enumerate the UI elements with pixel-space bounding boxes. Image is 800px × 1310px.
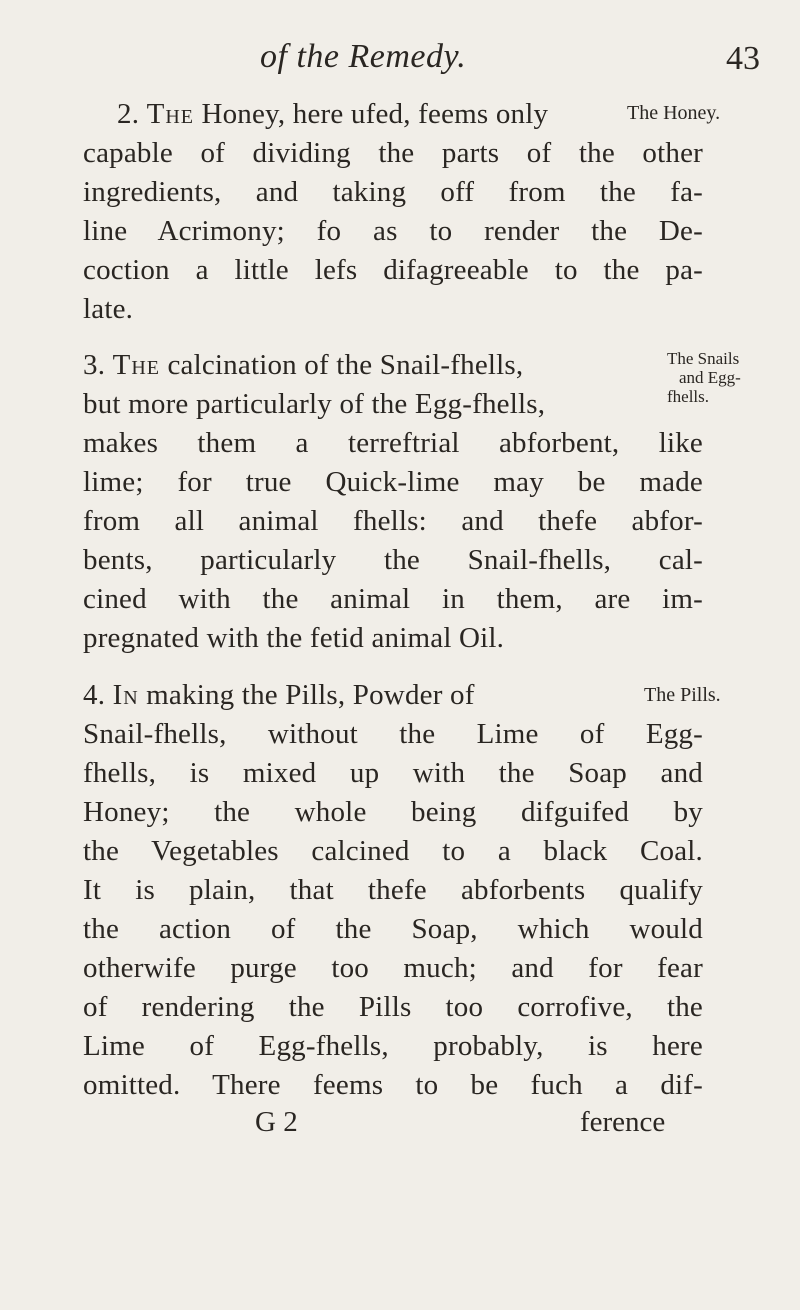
margin-note-honey: The Honey. bbox=[627, 102, 721, 124]
text-line: ingredients, and taking off from the fa- bbox=[83, 176, 703, 208]
text-line: Lime of Egg-fhells, probably, is here bbox=[83, 1030, 703, 1062]
paragraph-2-first-line bbox=[117, 96, 548, 132]
text-line: late. bbox=[83, 293, 134, 325]
running-title: of the Remedy. bbox=[260, 38, 467, 75]
text-line: the action of the Soap, which would bbox=[83, 913, 703, 945]
paragraph-first-line-text: Honey, here ufed, feems only bbox=[201, 98, 549, 130]
paragraph-lead-word: The bbox=[146, 98, 194, 130]
paragraph-number: 3. bbox=[83, 349, 106, 381]
text-line: cined with the animal in them, are im- bbox=[83, 583, 703, 615]
paragraph-number: 4. bbox=[83, 679, 106, 711]
margin-note-snails-line-2: and Egg- bbox=[679, 368, 741, 387]
margin-note-snails-line-3: fhells. bbox=[667, 387, 710, 406]
signature-mark: G 2 bbox=[255, 1106, 298, 1138]
text-line: omitted. There feems to be fuch a dif- bbox=[83, 1069, 703, 1101]
text-line: Honey; the whole being difguifed by bbox=[83, 796, 703, 828]
text-line: from all animal fhells: and thefe abfor- bbox=[83, 505, 703, 537]
text-line: line Acrimony; fo as to render the De- bbox=[83, 215, 703, 247]
text-line: but more particularly of the Egg-fhells, bbox=[83, 388, 546, 420]
text-line: fhells, is mixed up with the Soap and bbox=[83, 757, 703, 789]
paragraph-4-first-line bbox=[83, 677, 475, 713]
paragraph-first-line-text: calcination of the Snail-fhells, bbox=[167, 349, 524, 381]
text-line: the Vegetables calcined to a black Coal. bbox=[83, 835, 703, 867]
text-line: of rendering the Pills too corrofive, the bbox=[83, 991, 703, 1023]
text-line: Snail-fhells, without the Lime of Egg- bbox=[83, 718, 703, 750]
text-line: lime; for true Quick-lime may be made bbox=[83, 466, 703, 498]
paragraph-first-line-text: making the Pills, Powder of bbox=[146, 679, 475, 711]
paragraph-lead-word: In bbox=[112, 679, 139, 711]
margin-note-pills: The Pills. bbox=[644, 684, 721, 706]
text-line: capable of dividing the parts of the other bbox=[83, 137, 703, 169]
text-line: bents, particularly the Snail-fhells, cal- bbox=[83, 544, 703, 576]
paragraph-number: 2. bbox=[117, 98, 140, 130]
text-line: pregnated with the fetid animal Oil. bbox=[83, 622, 505, 654]
catchword: ference bbox=[580, 1106, 666, 1138]
paragraph-lead-word: The bbox=[112, 349, 160, 381]
margin-note-snails-line-1: The Snails bbox=[667, 349, 740, 368]
text-line: otherwife purge too much; and for fear bbox=[83, 952, 703, 984]
page-number: 43 bbox=[726, 40, 760, 77]
paragraph-3-first-line bbox=[83, 347, 523, 383]
text-line: It is plain, that thefe abforbents qualify bbox=[83, 874, 703, 906]
text-line: coction a little lefs difagreeable to the pa- bbox=[83, 254, 703, 286]
text-line: makes them a terreftrial abforbent, like bbox=[83, 427, 703, 459]
